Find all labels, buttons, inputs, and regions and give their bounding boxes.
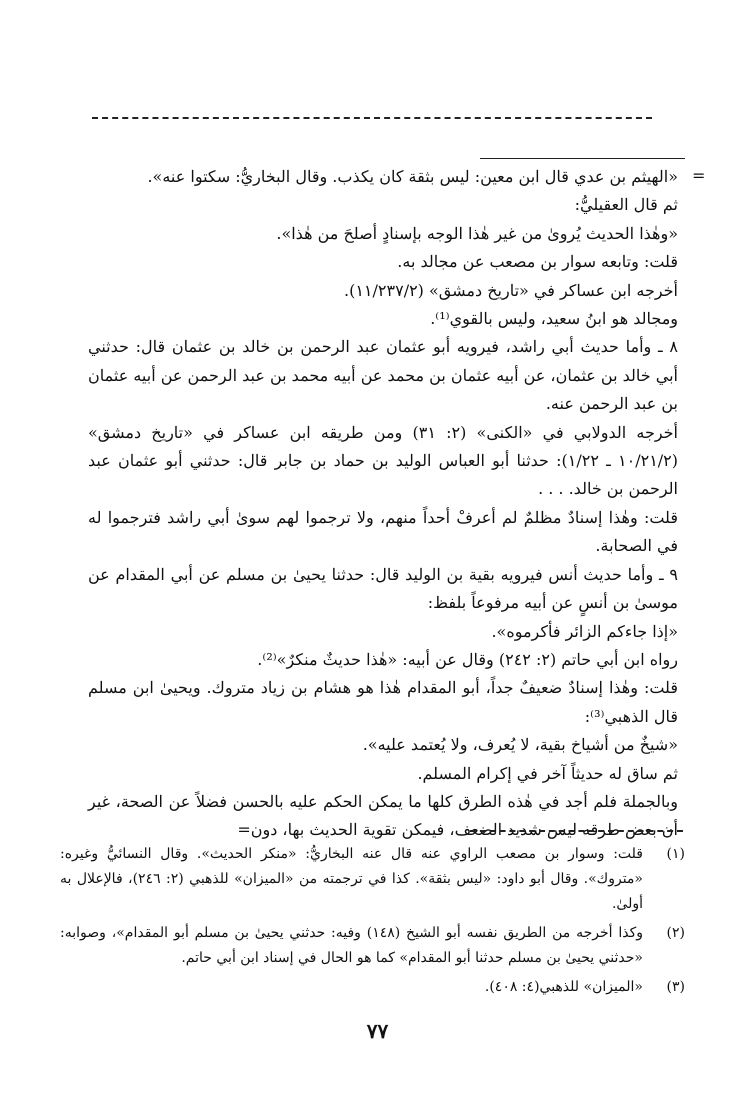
- top-dashed-rule: [92, 117, 652, 119]
- main-paragraph: «شيخٌ من أشياخ بقية، لا يُعرف، ولا يُعتمد عليه».: [362, 735, 678, 755]
- main-paragraph: وبالجملة فلم أجد في هٰذه الطرق كلها ما يمكن الحكم عليه بالحسن فضلاً عن الصحة، غير أن بعض طرقه ليس شديد الضعف، فيمكن تقوية الحديث بها، دون=: [88, 791, 678, 840]
- main-text: [88, 163, 678, 845]
- footnotes: [60, 842, 685, 1004]
- main-paragraph: قلت: وهٰذا إسنادٌ مظلمٌ لم أعرفْ أحداً منهم، ولا ترجموا لهم سوىٰ أبي راشد فترجموا له في الصحابة.: [88, 507, 678, 556]
- footnote-dashed-rule: [470, 830, 683, 832]
- footnote-number: (١): [666, 846, 685, 862]
- footnote: [60, 842, 685, 917]
- main-paragraph: «إذا جاءكم الزائر فأكرموه».: [491, 621, 678, 641]
- footnote-text: «الميزان» للذهبي(٤: ٤٠٨).: [484, 979, 643, 995]
- main-paragraph: قلت: وتابعه سوار بن مصعب عن مجالد به.: [397, 252, 678, 272]
- main-paragraph: رواه ابن أبي حاتم (٢: ٢٤٢) وقال عن أبيه: «هٰذا حديثٌ منكرٌ»⁽²⁾.: [257, 649, 678, 669]
- main-paragraph: «وهٰذا الحديث يُروىٰ من غير هٰذا الوجه بإسنادٍ أصلحَ من هٰذا».: [276, 223, 678, 243]
- main-paragraph: «الهيثم بن عدي قال ابن معين: ليس بثقة كان يكذب. وقال البخاريُّ: سكتوا عنه».: [147, 167, 678, 186]
- main-paragraph: ٩ ـ وأما حديث أنس فيرويه بقية بن الوليد قال: حدثنا يحيىٰ بن مسلم عن أبي المقدام عن موسىٰ بن أنسٍ عن أبيه مرفوعاً بلفظ:: [88, 564, 678, 613]
- main-paragraph: أخرجه ابن عساكر في «تاريخ دمشق» (١١/٢٣٧/٢).: [344, 280, 678, 300]
- section-rule: [480, 158, 685, 159]
- main-paragraph: ثم قال العقيليُّ:: [574, 195, 678, 215]
- footnote-number: (٣): [666, 979, 685, 995]
- main-paragraph: أخرجه الدولابي في «الكنى» (٢: ٣١) ومن طريقه ابن عساكر في «تاريخ دمشق» (١٠/٢١/٢ ـ ١/٢٢): حدثنا أبو العباس الوليد بن حماد بن جابر قال: حدثني أبو عثمان عبد الرحمن بن خالد. . . .: [88, 422, 679, 499]
- main-paragraph: قلت: وهٰذا إسنادٌ ضعيفٌ جداً، أبو المقدام هٰذا هو هشام بن زياد متروك. ويحيىٰ ابن مسلم قال الذهبي⁽³⁾:: [88, 678, 678, 726]
- continuation-mark: =: [692, 166, 706, 185]
- footnote: [60, 921, 685, 971]
- footnote: [60, 975, 685, 1000]
- footnote-text: قلت: وسوار بن مصعب الراوي عنه قال عنه البخاريُّ: «منكر الحديث». وقال النسائيُّ وغيره: «متروك». وقال أبو داود: «ليس بثقة». كذا في ترجمته من «الميزان» للذهبي (٢: ٢٤٦)، فالإعلال به أولىٰ.: [60, 846, 643, 912]
- main-paragraph: ٨ ـ وأما حديث أبي راشد، فيرويه أبو عثمان عبد الرحمن بن خالد بن عثمان قال: حدثني أبي خالد بن عثمان، عن أبيه عثمان بن محمد عن أبيه محمد بن عبد الرحمن عن أبيه عثمان بن عبد الرحمن عنه.: [88, 337, 678, 414]
- footnote-number: (٢): [666, 925, 685, 941]
- main-paragraph: ومجالد هو ابنُ سعيد، وليس بالقوي⁽¹⁾.: [430, 309, 678, 329]
- page-number: ٧٧: [366, 1019, 389, 1043]
- main-paragraph: ثم ساق له حديثاً آخر في إكرام المسلم.: [417, 763, 678, 783]
- footnote-text: وكذا أخرجه من الطريق نفسه أبو الشيخ (١٤٨) وفيه: حدثني يحيىٰ بن مسلم أبو المقدام»، وصوابه: «حدثني يحيىٰ بن مسلم حدثنا أبو المقدام» كما هو الحال في إسناد ابن أبي حاتم.: [60, 925, 643, 966]
